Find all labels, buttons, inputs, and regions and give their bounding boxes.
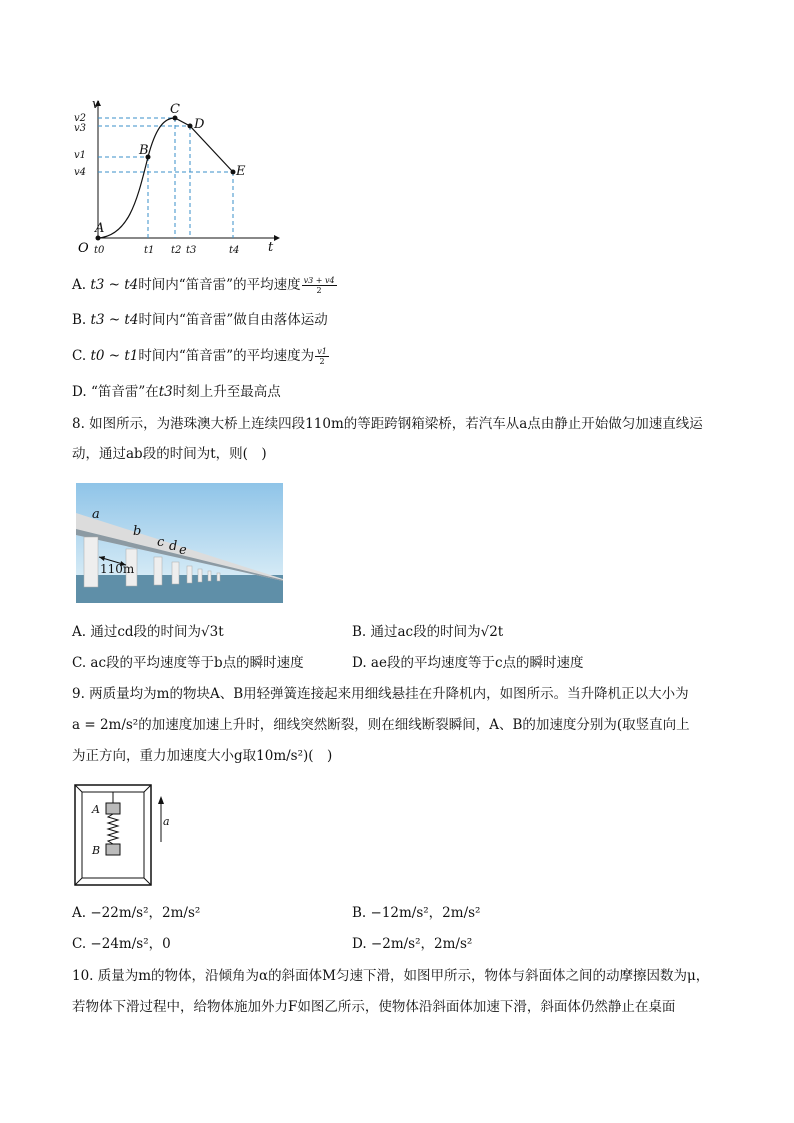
acceleration-arrowhead xyxy=(158,796,164,804)
pier-a xyxy=(84,537,98,587)
q9-stem-line1: 9. 两质量均为m的物块A、B用轻弹簧连接起来用细线悬挂在升降机内，如图所示。当升降机正以大小为 xyxy=(72,686,689,702)
fraction-denominator: 2 xyxy=(316,286,322,295)
fraction-denominator: 2 xyxy=(319,357,325,366)
point-A xyxy=(96,236,101,241)
velocity-time-graph xyxy=(70,96,285,258)
label-E: E xyxy=(236,164,246,179)
photo-label-c: c xyxy=(157,535,165,550)
label-origin: O xyxy=(78,241,89,256)
label-v-axis: v xyxy=(92,97,100,112)
q9-option-b[interactable]: B. −12m/s²，2m/s² xyxy=(352,905,481,921)
q8-option-b[interactable]: B. 通过ac段的时间为√2t xyxy=(352,624,504,640)
option-c-text: 时间内“笛音雷”的平均速度为 xyxy=(138,348,315,364)
option-b-text: 时间内“笛音雷”做自由落体运动 xyxy=(138,312,328,328)
fraction-numerator: v1 xyxy=(317,347,327,356)
pier-f xyxy=(198,569,202,582)
tick-t0: t0 xyxy=(94,245,105,256)
pier-d xyxy=(172,562,179,584)
point-D xyxy=(188,124,193,129)
tick-v4: v4 xyxy=(74,167,87,178)
t-axis-arrow xyxy=(274,235,280,241)
photo-label-a: a xyxy=(92,507,100,522)
sea xyxy=(76,575,283,603)
tick-v3: v3 xyxy=(74,123,87,134)
option-b-range: t3 ~ t4 xyxy=(90,312,139,328)
option-c-range: t0 ~ t1 xyxy=(90,348,139,364)
q8-stem-line1: 8. 如图所示，为港珠澳大桥上连续四段110m的等距跨钢箱梁桥，若汽车从a点由静止开始做匀加速直线运 xyxy=(72,416,703,432)
tick-t3: t3 xyxy=(186,245,197,256)
q10-stem-line1: 10. 质量为m的物体，沿倾角为α的斜面体M匀速下滑，如图甲所示，物体与斜面体之间的动摩擦因数为μ， xyxy=(72,968,710,984)
tick-t4: t4 xyxy=(229,245,240,256)
option-a-text: 时间内“笛音雷”的平均速度 xyxy=(138,277,301,293)
bridge-photo xyxy=(76,483,283,603)
q9-option-a[interactable]: A. −22m/s²，2m/s² xyxy=(72,905,201,921)
q10-stem-line2: 若物体下滑过程中，给物体施加外力F如图乙所示，使物体沿斜面体加速下滑，斜面体仍然静止在桌面 xyxy=(72,999,676,1015)
q8-option-a[interactable]: A. 通过cd段的时间为√3t xyxy=(72,624,224,640)
tick-v2: v2 xyxy=(74,113,87,124)
q8-option-c[interactable]: C. ac段的平均速度等于b点的瞬时速度 xyxy=(72,655,304,671)
label-block-a: A xyxy=(92,803,100,816)
photo-label-e: e xyxy=(179,543,187,558)
q8-option-d[interactable]: D. ae段的平均速度等于c点的瞬时速度 xyxy=(352,655,584,671)
spring xyxy=(108,814,118,844)
elevator-diagram xyxy=(74,784,184,886)
pier-c xyxy=(154,557,162,585)
q8-stem-line2: 动，通过ab段的时间为t，则( ) xyxy=(72,446,267,462)
tick-t1: t1 xyxy=(144,245,155,256)
pier-h xyxy=(217,573,220,581)
option-a-range: t3 ~ t4 xyxy=(90,277,139,293)
option-a-prefix: A. xyxy=(72,277,91,293)
label-acceleration: a xyxy=(163,815,170,828)
q9-option-d[interactable]: D. −2m/s²，2m/s² xyxy=(352,936,473,952)
label-t-axis: t xyxy=(268,240,274,255)
q7-option-d[interactable] xyxy=(72,382,281,402)
tick-v1: v1 xyxy=(74,150,87,161)
label-block-b: B xyxy=(92,844,101,857)
option-d-prefix: D. xyxy=(72,384,91,400)
option-d-var: t3 xyxy=(158,384,173,400)
option-c-fraction xyxy=(315,347,329,366)
photo-label-b: b xyxy=(133,524,142,539)
option-b-prefix: B. xyxy=(72,312,91,328)
fraction-numerator: v3 + v4 xyxy=(303,276,335,285)
pier-e xyxy=(187,566,192,583)
block-b xyxy=(106,844,120,855)
option-a-fraction xyxy=(302,276,337,295)
q7-option-c[interactable] xyxy=(72,346,330,366)
tick-t2: t2 xyxy=(171,245,182,256)
option-c-prefix: C. xyxy=(72,348,91,364)
label-B: B xyxy=(139,143,149,158)
label-D: D xyxy=(194,117,205,132)
point-E xyxy=(231,170,236,175)
q7-option-b[interactable] xyxy=(72,310,328,330)
option-d-text1: “笛音雷”在 xyxy=(90,384,159,400)
option-d-text2: 时刻上升至最高点 xyxy=(172,384,281,400)
q9-stem-line2: a = 2m/s²的加速度加速上升时，细线突然断裂，则在细线断裂瞬间，A、B的加速度分别为(取竖直向上 xyxy=(72,717,690,733)
q7-option-a[interactable] xyxy=(72,275,338,295)
q9-stem-line3: 为正方向，重力加速度大小g取10m/s²)( ) xyxy=(72,748,333,764)
velocity-curve xyxy=(98,118,233,238)
photo-label-span: 110m xyxy=(100,562,135,576)
photo-label-d: d xyxy=(169,539,178,554)
label-A: A xyxy=(95,221,105,236)
label-C: C xyxy=(170,102,180,117)
q9-option-c[interactable]: C. −24m/s²，0 xyxy=(72,936,171,952)
pier-g xyxy=(208,571,211,581)
block-a xyxy=(106,803,120,814)
